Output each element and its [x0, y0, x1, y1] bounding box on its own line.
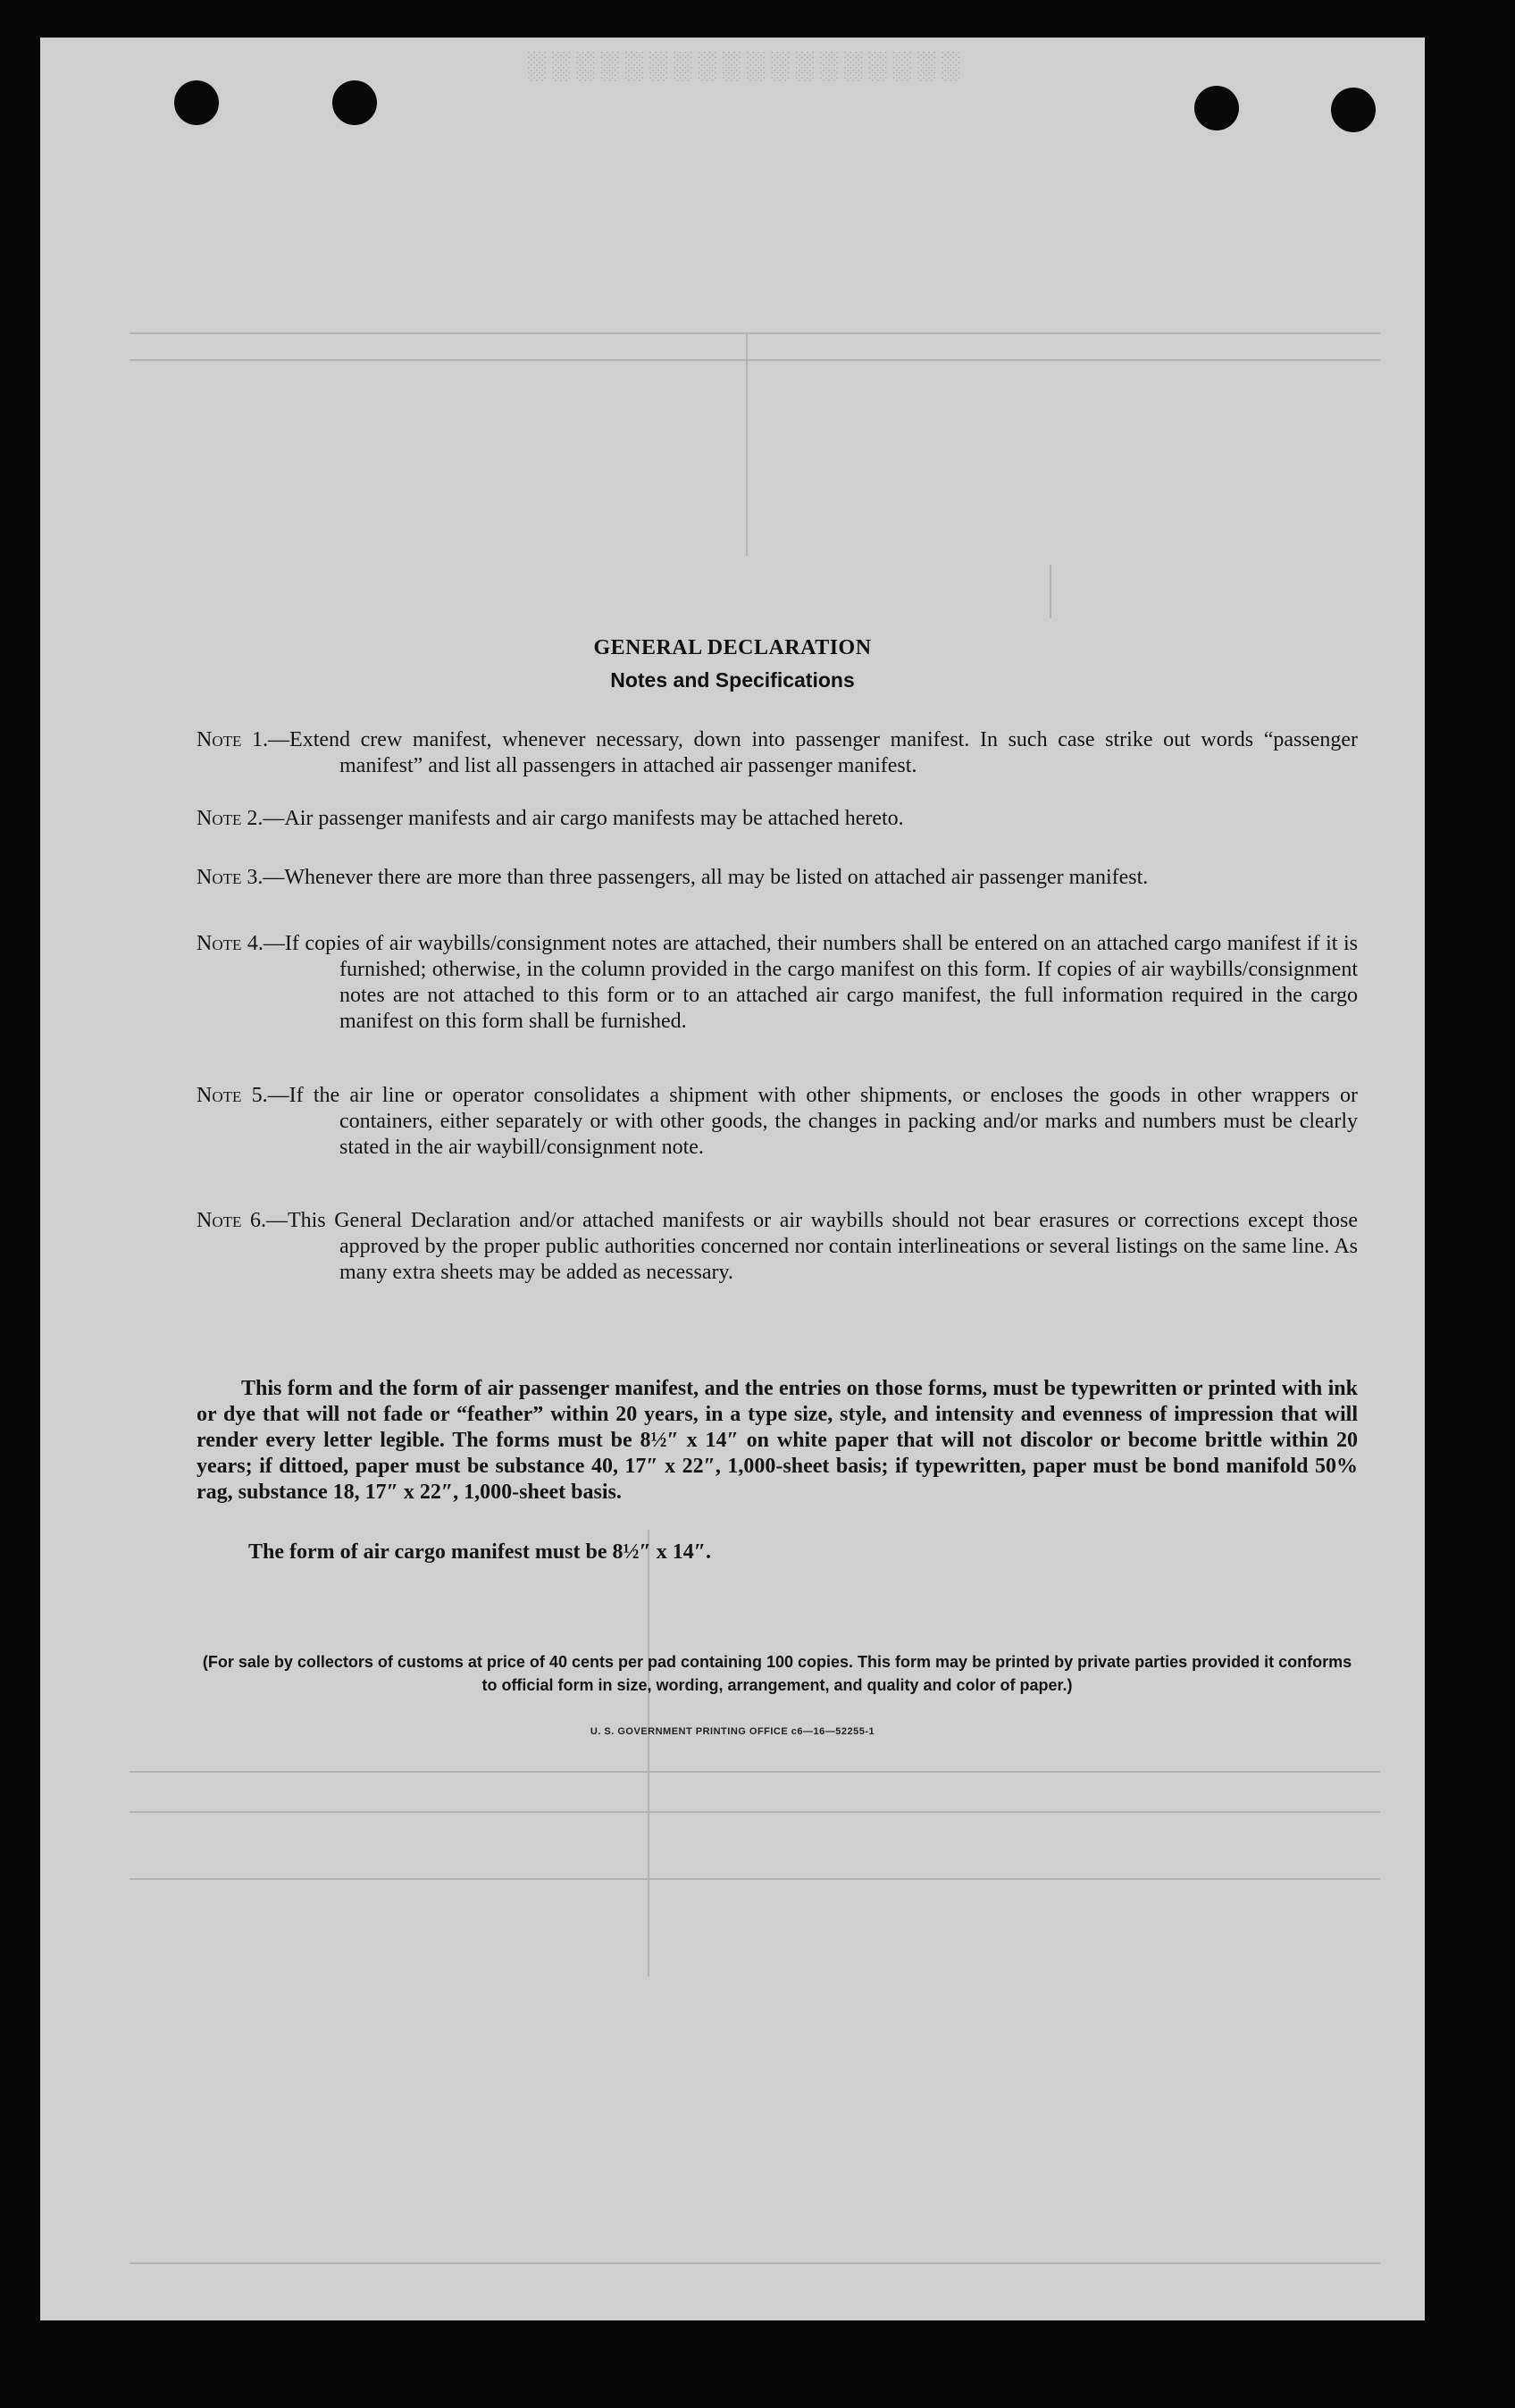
punch-hole — [174, 80, 219, 125]
note-text: —Extend crew manifest, whenever necessary, down into passenger manifest. In such case strike out words “passenger manifest” and list all passengers in attached air passenger manifest. — [268, 728, 1359, 777]
document-title: GENERAL DECLARATION — [593, 636, 872, 659]
note-number: 5 — [251, 1084, 263, 1107]
note-label: Note — [197, 1209, 242, 1232]
cargo-manifest-size-line: The form of air cargo manifest must be 8½″ x 14″. — [248, 1540, 711, 1564]
note-label: Note — [197, 728, 242, 751]
note-text: —If the air line or operator consolidates a shipment with other shipments, or encloses the goods in other wrappers or containers, either separately or with other goods, the changes in packing and/or marks and numbers must be clearly stated in the air waybill/consignment note. — [267, 1084, 1358, 1159]
note-label: Note — [197, 1084, 242, 1107]
note-2: Note 2.—Air passenger manifests and air cargo manifests may be attached hereto. — [197, 807, 904, 830]
document-subtitle: Notes and Specifications — [610, 668, 855, 692]
note-3: Note 3.—Whenever there are more than three passengers, all may be listed on attached air passenger manifest. — [197, 866, 1149, 889]
note-text: —If copies of air waybills/consignment notes are attached, their numbers shall be entered on an attached cargo manifest if it is furnished; otherwise, in the column provided in the cargo manifest on this form. If copies of air waybills/consignment notes are not attached to this form or to an attached air cargo manifest, the full information required in the cargo manifest on this form shall be furnished. — [263, 932, 1359, 1033]
note-text: —Whenever there are more than three passengers, all may be listed on attached air passenger manifest. — [263, 866, 1149, 889]
sale-notice: (For sale by collectors of customs at price of 40 cents per pad containing 100 copies. This form may be printed by private parties provided it conforms to official form in size, wording, arrangement, and quality and color of paper.) — [202, 1653, 1352, 1694]
note-5: Note 5.—If the air line or operator consolidates a shipment with other shipments, or encloses the goods in other wrappers or containers, either separately or with other goods, the changes in packing and/or marks and numbers must be clearly stated in the air waybill/consignment note. — [197, 1084, 1358, 1159]
note-number: 2 — [247, 807, 258, 830]
note-4: Note 4.—If copies of air waybills/consignment notes are attached, their numbers shall be entered on an attached cargo manifest if it is furnished; otherwise, in the column provided in the cargo manifest on this form. If copies of air waybills/consignment notes are not attached to this form or to an attached air cargo manifest, the full information required in the cargo manifest on this form shall be furnished. — [197, 932, 1359, 1033]
note-number: 3 — [247, 866, 258, 889]
document-page: ░░░░░░░░░░░░░░░░░░ GENERAL DECLARATION Notes and Specifications Note 1.—Extend crew manifest, whenever necessary, down into passenger manifest. In such case strike out words “passenger manifest” and list all passengers in attached air passenger manifest. Note 2.—Air passenger manifests and air cargo manifests may be attached hereto. Note 3.—Whenever there are more than three passengers, all may be listed on attached air passenger manifest. Note 4.—If copies of air waybills/consignment notes are attached, their numbers shall be entered on an attached cargo manifest if it is furnished; otherwise, in the column provided in the cargo manifest on this form. If copies of air waybills/consignment notes are not attached to this form or to an attached air cargo manifest, the full information required in the cargo manifest on this form shall be furnished. Note 5.—If the air line or operator consolidates a shipment with other shipments, or encloses the goods in other wrappers or containers, either separately or with other goods, the changes in packing and/or marks and numbers must be clearly stated in the air waybill/consignment note. Note 6.—This General Declaration and/or attached manifests or air waybills should not bear erasures or corrections except those approved by the proper public authorities concerned nor contain interlineations or several listings on the same line. As many extra sheets may be added as necessary. This form and the form of air passenger manifest, and the entries on those forms, must be typewritten or printed with ink or dye that will not fade or “feather” within 20 years, in a type size, style, and intensity and evenness of impression that will render every letter legible. The forms must be 8½″ x 14″ on white paper that will not discolor or become brittle within 20 years; if dittoed, paper must be substance 40, 17″ x 22″, 1,000-sheet basis; if typewritten, paper must be bond manifold 50% rag, substance 18, 17″ x 22″, 1,000-sheet basis. The form of air cargo manifest must be 8½″ x 14″. (For sale by collectors of customs at price of 40 cents per pad containing 100 copies. This form may be printed by private parties provided it conforms to official form in size, wording, arrangement, and quality and color of paper.) U. S. GOVERNMENT PRINTING OFFICE c6—16—52255-1 — [40, 38, 1425, 2320]
note-number: 1 — [252, 728, 264, 751]
note-label: Note — [197, 932, 242, 955]
note-number: 6 — [249, 1209, 261, 1232]
note-label: Note — [197, 866, 242, 889]
printer-imprint: U. S. GOVERNMENT PRINTING OFFICE c6—16—52255-1 — [590, 1726, 875, 1737]
note-6: Note 6.—This General Declaration and/or attached manifests or air waybills should not bear erasures or corrections except those approved by the proper public authorities concerned nor contain interlineations or several listings on the same line. As many extra sheets may be added as necessary. — [197, 1209, 1359, 1284]
note-label: Note — [197, 807, 242, 830]
note-1: Note 1.—Extend crew manifest, whenever necessary, down into passenger manifest. In such case strike out words “passenger manifest” and list all passengers in attached air passenger manifest. — [197, 728, 1359, 777]
punch-hole — [1194, 86, 1239, 130]
note-text: —Air passenger manifests and air cargo manifests may be attached hereto. — [263, 807, 904, 830]
note-number: 4 — [247, 932, 258, 955]
punch-hole — [1331, 88, 1376, 132]
punch-hole — [332, 80, 377, 125]
form-specification-paragraph: This form and the form of air passenger manifest, and the entries on those forms, must be typewritten or printed with ink or dye that will not fade or “feather” within 20 years, in a type size, style, and intensity and evenness of impression that will render every letter legible. The forms must be 8½″ x 14″ on white paper that will not discolor or become brittle within 20 years; if dittoed, paper must be substance 40, 17″ x 22″, 1,000-sheet basis; if typewritten, paper must be bond manifold 50% rag, substance 18, 17″ x 22″, 1,000-sheet basis. — [197, 1377, 1358, 1504]
note-text: —This General Declaration and/or attached manifests or air waybills should not bear erasures or corrections except those approved by the proper public authorities concerned nor contain interlineations or several listings on the same line. As many extra sheets may be added as necessary. — [265, 1209, 1359, 1284]
